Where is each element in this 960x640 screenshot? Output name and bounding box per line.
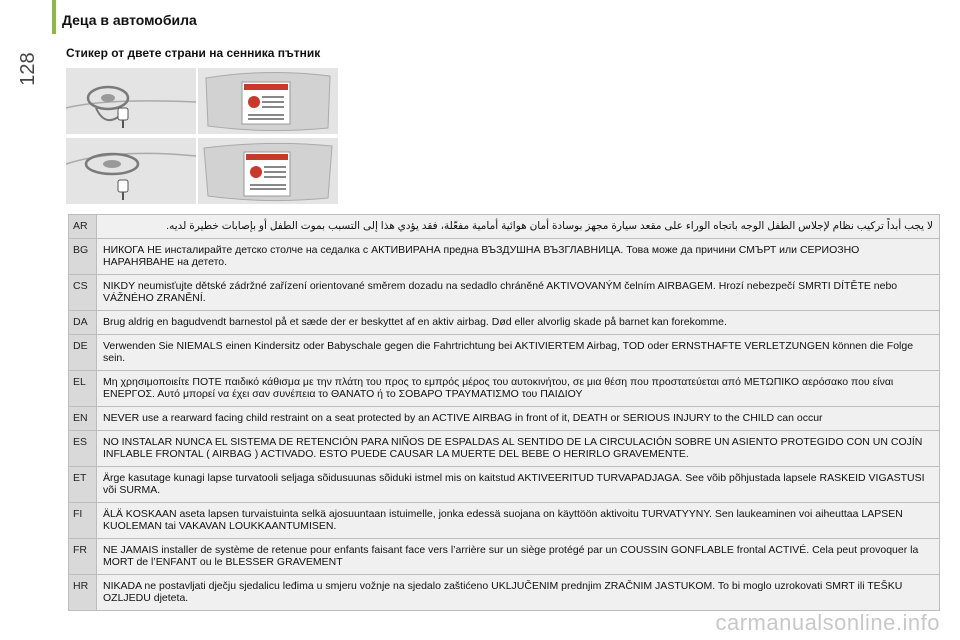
warning-text: NEVER use a rearward facing child restraint on a seat protected by an ACTIVE AIRBAG in front of it, DEATH or SERIOUS INJURY to the CHILD can occur xyxy=(97,407,940,431)
table-row xyxy=(69,407,940,431)
warning-text: لا يجب أبداً تركيب نظام لإجلاس الطفل الوجه باتجاه الوراء على مقعد سيارة مجهز بوسادة أمان هوائية أمامية مفعّلة، فقد يؤدي هذا إلى التسبب بموت الطفل أو بإصابات خطيرة لديه. xyxy=(97,215,940,239)
page-number: 128 xyxy=(17,52,39,86)
accent-bar xyxy=(52,0,56,34)
warning-text: НИКОГА НЕ инсталирайте детско столче на седалка с АКТИВИРАНА предна ВЪЗДУШНА ВЪЗГЛАВНИЦА. Това може да причини СМЪРТ или СЕРИОЗНО НАРАНЯВАНЕ на детето. xyxy=(97,239,940,275)
language-code: ES xyxy=(69,431,97,467)
sun-visor-label-view-top xyxy=(198,68,338,134)
sun-visor-label-view-bottom xyxy=(198,138,338,204)
table-row xyxy=(69,575,940,611)
steering-wheel-icon xyxy=(66,68,196,134)
warning-text: NIKDY neumisťujte dětské zádržné zařízení orientované směrem dozadu na sedadlo chráněné AKTIVOVANÝM čelním AIRBAGEM. Hrozí nebezpečí SMRTI DÍTĚTE nebo VÁŽNÉHO ZRANĚNÍ. xyxy=(97,275,940,311)
table-row xyxy=(69,215,940,239)
sun-visor-illustration xyxy=(66,68,338,204)
table-row xyxy=(69,335,940,371)
warning-text: Ärge kasutage kunagi lapse turvatooli seljaga sõidusuunas sõiduki istmel mis on kaitstud AKTIVEERITUD TURVAPADJAGA. See võib põhjustada lapsele RASKEID VIGASTUSI või SURMA. xyxy=(97,467,940,503)
section-title: Стикер от двете страни на сенника пътник xyxy=(66,46,321,60)
warning-text: NO INSTALAR NUNCA EL SISTEMA DE RETENCIÓN PARA NIÑOS DE ESPALDAS AL SENTIDO DE LA CIRCULACIÓN SOBRE UN ASIENTO PROTEGIDO CON UN COJÍN INFLABLE FRONTAL ( AIRBAG ) ACTIVADO. ESTO PUEDE CAUSAR LA MUERTE DEL BEBE O HERIRLO GRAVEMENTE. xyxy=(97,431,940,467)
language-code: ET xyxy=(69,467,97,503)
table-row xyxy=(69,311,940,335)
language-code: EN xyxy=(69,407,97,431)
table-row xyxy=(69,431,940,467)
watermark: carmanualsonline.info xyxy=(715,610,940,635)
warning-label-icon xyxy=(198,138,338,204)
language-code: DE xyxy=(69,335,97,371)
table-row xyxy=(69,239,940,275)
dashboard-view-top xyxy=(66,68,196,134)
language-code: DA xyxy=(69,311,97,335)
language-code: EL xyxy=(69,371,97,407)
table-row xyxy=(69,467,940,503)
table-row xyxy=(69,503,940,539)
steering-wheel-icon xyxy=(66,138,196,204)
language-code: FI xyxy=(69,503,97,539)
language-code: HR xyxy=(69,575,97,611)
warning-label-icon xyxy=(198,68,338,134)
table-row xyxy=(69,539,940,575)
language-code: AR xyxy=(69,215,97,239)
table-row xyxy=(69,371,940,407)
warning-text: ÄLÄ KOSKAAN aseta lapsen turvaistuinta selkä ajosuuntaan istuimelle, jonka edessä suojana on käyttöön aktivoitu TURVATYYNY. Sen laukeaminen voi aiheuttaa LAPSEN KUOLEMAN tai VAKAVAN LOUKKAANTUMISEN. xyxy=(97,503,940,539)
warning-text: NE JAMAIS installer de système de retenue pour enfants faisant face vers l’arrière sur un siège protégé par un COUSSIN GONFLABLE frontal ACTIVÉ. Cela peut provoquer la MORT de l’ENFANT ou le BLESSER GRAVEMENT xyxy=(97,539,940,575)
warning-text: Verwenden Sie NIEMALS einen Kindersitz oder Babyschale gegen die Fahrtrichtung bei AKTIVIERTEM Airbag, TOD oder ERNSTHAFTE VERLETZUNGEN können die Folge sein. xyxy=(97,335,940,371)
dashboard-view-bottom xyxy=(66,138,196,204)
warning-text: NIKADA ne postavljati dječju sjedalicu leđima u smjeru vožnje na sjedalo zaštićeno UKLJUČENIM prednjim ZRAČNIM JASTUKOM. To bi moglo uzrokovati SMRT ili TEŠKU OZLJEDU djeteta. xyxy=(97,575,940,611)
table-row xyxy=(69,275,940,311)
chapter-title: Деца в автомобила xyxy=(62,12,197,28)
warning-translations-table xyxy=(68,214,940,611)
warning-text: Brug aldrig en bagudvendt barnestol på et sæde der er beskyttet af en aktiv airbag. Død eller alvorlig skade på barnet kan forekomme. xyxy=(97,311,940,335)
warning-text: Μη χρησιμοποιείτε ΠΟΤΕ παιδικό κάθισμα με την πλάτη του προς το εμπρός μέρος του αυτοκινήτου, σε μια θέση που προστατεύεται από ΜΕΤΩΠΙΚΟ αερόσακο που είναι ΕΝΕΡΓΟΣ. Αυτό μπορεί να έχει σαν συνέπεια το ΘΑΝΑΤΟ ή το ΣΟΒΑΡΟ ΤΡΑΥΜΑΤΙΣΜΟ του ΠΑΙΔΙΟΥ xyxy=(97,371,940,407)
language-code: BG xyxy=(69,239,97,275)
language-code: CS xyxy=(69,275,97,311)
language-code: FR xyxy=(69,539,97,575)
